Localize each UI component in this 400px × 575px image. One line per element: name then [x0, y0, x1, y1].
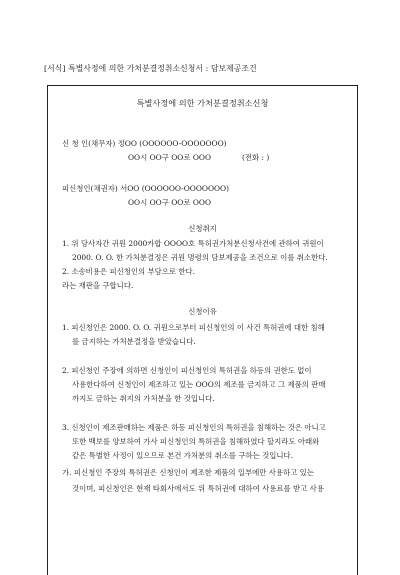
reason-line: 가. 피신청인 주장의 특허권은 신청인이 제조한 제품의 일부에만 사용하고 있는 — [62, 468, 314, 477]
reasons-heading: 신청이유 — [188, 307, 217, 316]
document-title: 특별사정에 의한 가처분결정취소신청 — [136, 98, 269, 108]
purpose-line: 2. 소송비용은 피신청인의 부담으로 한다. — [62, 267, 196, 276]
reason-line: 것이며, 피신청인은 현재 타회사에서도 위 특허권에 대하여 사용료를 받고 사용 — [72, 484, 324, 493]
purpose-line: 1. 위 당사자간 귀원 2000카합 OOOO호 특허권가처분신청사건에 관하여 귀원이 — [62, 239, 324, 248]
respondent-line: 피신청인(채권자) 서OO (OOOOOO-OOOOOOO) — [62, 184, 230, 193]
purpose-line: 라는 재판을 구합니다. — [62, 281, 134, 290]
reason-line: 사용한다하여 신청인이 제조하고 있는 OOO의 제조를 금지하고 그 제품의 판매 — [72, 380, 326, 389]
reason-line: 2. 피신청인 주장에 의하면 신청인이 피신청인의 특허권을 하등의 권한도 없이 — [62, 366, 312, 375]
reason-line: 같은 특별한 사정이 있으므로 본건 가처분의 취소를 구하는 것입니다. — [72, 451, 294, 460]
document-frame — [47, 85, 358, 575]
reason-line: 또한 백보를 양보하여 가사 피신청인의 특허권을 침해하였다 할지라도 아래와 — [72, 437, 320, 446]
reason-line: 1. 피신청인은 2000. O. O. 귀원으로부터 피신청인의 이 사건 특허권에 대한 침해 — [62, 323, 325, 332]
form-caption: [서식] 특별사정에 의한 가처분결정취소신청서 : 담보제공조건 — [44, 64, 257, 73]
applicant-line: 신 청 인(채무자) 정OO (OOOOOO-OOOOOOO) — [62, 139, 227, 148]
reason-line: 3. 신청인이 제조판매하는 제품은 하등 피신청인의 특허권을 침해하는 것은 아니고 — [62, 423, 326, 432]
respondent-address: OO시 OO구 OO로 OOO — [128, 198, 211, 207]
reason-line: 를 금지하는 가처분결정을 받았습니다. — [72, 337, 196, 346]
reason-line: 까지도 금하는 취지의 가처분을 한 것입니다. — [72, 394, 215, 403]
purpose-line: 2000. O. O. 한 가처분결정은 귀원 명령의 담보제공을 조건으로 이를 취소한다. — [72, 253, 328, 262]
applicant-address: OO시 OO구 OO로 OOO — [128, 153, 211, 162]
applicant-phone: (전화 : ) — [242, 153, 270, 162]
purpose-heading: 신청취지 — [188, 224, 217, 233]
